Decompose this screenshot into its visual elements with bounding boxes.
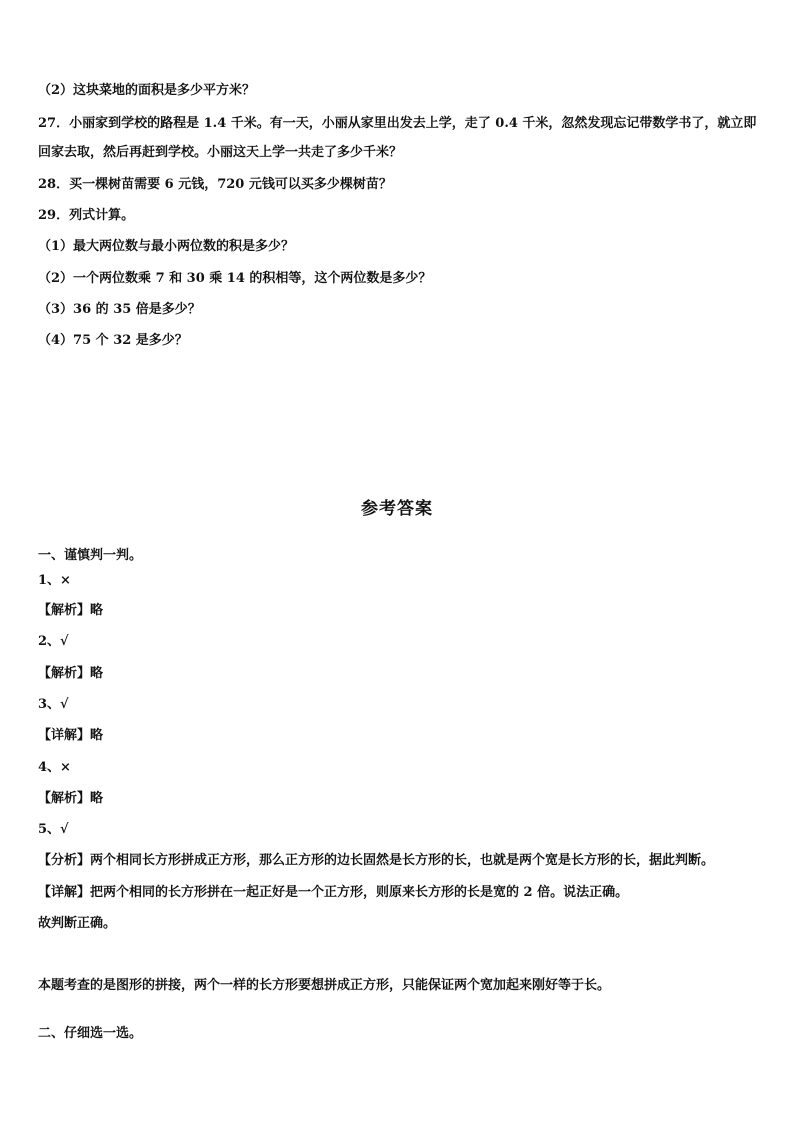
question-26-part-2: （2）这块菜地的面积是多少平方米？ xyxy=(38,83,256,98)
question-29-part-3: （3）36 的 35 倍是多少？ xyxy=(38,302,201,317)
answer-1-note: 【解析】略 xyxy=(38,603,104,618)
answer-2-note: 【解析】略 xyxy=(38,666,104,681)
answer-5-conclusion: 故判断正确。 xyxy=(38,916,117,931)
answer-3-note: 【详解】略 xyxy=(38,728,104,743)
answer-5-detail: 【详解】把两个相同的长方形拼在一起正好是一个正方形，则原来长方形的长是宽的 2 倍。说法正确。 xyxy=(38,885,629,900)
question-29: 29．列式计算。 xyxy=(38,208,135,223)
answer-5-analysis: 【分析】两个相同长方形拼成正方形，那么正方形的边长固然是长方形的长，也就是两个宽是长方形的长，据此判断。 xyxy=(38,853,715,868)
question-28: 28．买一棵树苗需要 6 元钱，720 元钱可以买多少棵树苗？ xyxy=(38,177,392,192)
answer-4: 4、× xyxy=(38,760,71,775)
answer-2: 2、√ xyxy=(38,634,69,649)
section-2-heading: 二、仔细选一选。 xyxy=(38,1026,143,1041)
answer-1: 1、× xyxy=(38,573,71,588)
answers-title: 参考答案 xyxy=(361,499,433,519)
answer-5-summary: 本题考查的是图形的拼接，两个一样的长方形要想拼成正方形，只能保证两个宽加起来刚好等于长。 xyxy=(38,978,611,993)
section-1-heading: 一、谨慎判一判。 xyxy=(38,548,143,563)
answer-3: 3、√ xyxy=(38,697,69,712)
question-29-part-1: （1）最大两位数与最小两位数的积是多少？ xyxy=(38,239,295,254)
question-29-part-2: （2）一个两位数乘 7 和 30 乘 14 的积相等，这个两位数是多少？ xyxy=(38,271,432,286)
answer-5: 5、√ xyxy=(38,822,69,837)
answer-4-note: 【解析】略 xyxy=(38,791,104,806)
question-27: 27．小丽家到学校的路程是 1.4 千米。有一天，小丽从家里出发去上学，走了 0.4 千米，忽然发现忘记带数学书了，就立即回家去取，然后再赶到学校。小丽这天上学一共走了多少千米？ xyxy=(38,116,757,160)
question-29-part-4: （4）75 个 32 是多少？ xyxy=(38,333,188,348)
